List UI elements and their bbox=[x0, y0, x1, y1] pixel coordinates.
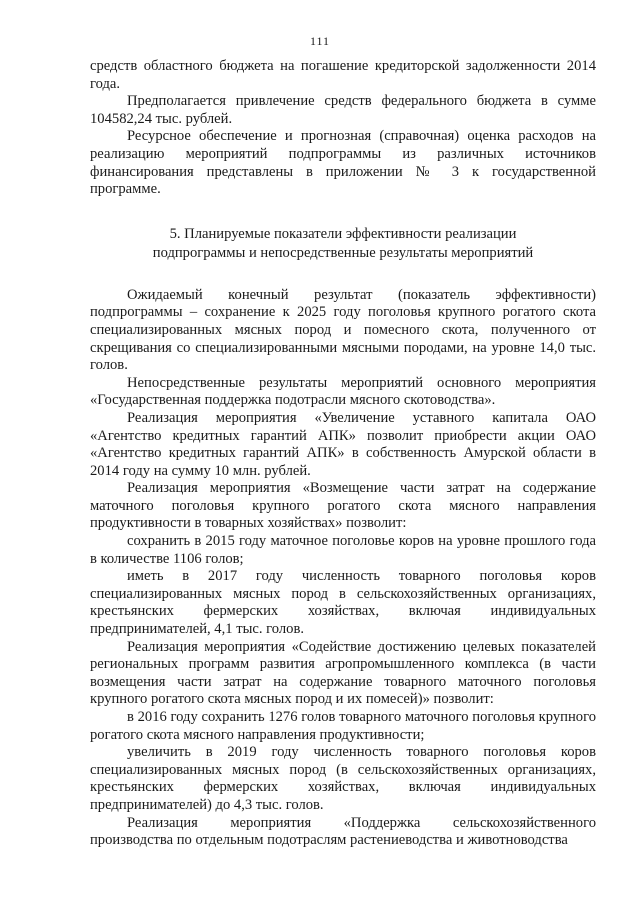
paragraph: в 2016 году сохранить 1276 голов товарного маточного поголовья крупного рогатого скота мясного направления продуктивности; bbox=[90, 709, 596, 743]
page-number: 111 bbox=[309, 34, 331, 48]
paragraph: иметь в 2017 году численность товарного поголовья коров специализированных мясных пород в сельскохозяйственных организациях, крестьянских фермерских хозяйствах, включая индивидуальных предпринимателей, 4,1 тыс. голов. bbox=[90, 568, 596, 638]
paragraph: Непосредственные результаты мероприятий основного мероприятия «Государственная поддержка подотрасли мясного скотоводства». bbox=[90, 374, 596, 409]
paragraph: увеличить в 2019 году численность товарного поголовья коров специализированных мясных пород (в сельскохозяйственных организациях, крестьянских фермерских хозяйствах, включая индивидуальных предпринимателей) до 4,3 тыс. голов. bbox=[90, 744, 596, 813]
paragraph: сохранить в 2015 году маточное поголовье коров на уровне прошлого года в количестве 1106 голов; bbox=[90, 533, 596, 567]
section-heading-line-1: 5. Планируемые показатели эффективности реализации bbox=[169, 225, 517, 242]
paragraph: Реализация мероприятия «Увеличение уставного капитала ОАО «Агентство кредитных гарантий АПК» позволит приобрести акции ОАО «Агентство кредитных гарантий АПК» в собственность Амурской области в 2014 году на сумму 10 млн. рублей. bbox=[90, 409, 596, 479]
document-body bbox=[90, 58, 596, 850]
paragraph: Реализация мероприятия «Поддержка сельскохозяйственного производства по отдельным подотраслям растениеводства и животноводства bbox=[90, 814, 596, 849]
paragraph: Ожидаемый конечный результат (показатель эффективности) подпрограммы – сохранение к 2025 году поголовья крупного рогатого скота специализированных мясных пород и помесного скота, полученного от скрещивания со специализированными мясными породами, на уровне 14,0 тыс. голов. bbox=[90, 286, 596, 374]
paragraphs-before-heading bbox=[90, 58, 596, 199]
paragraph: Реализация мероприятия «Содействие достижению целевых показателей региональных программ развития агропромышленного комплекса (в части возмещения части затрат на содержание товарного маточного поголовья крупного рогатого скота мясных пород и их помесей)» позволит: bbox=[90, 638, 596, 708]
paragraph: Реализация мероприятия «Возмещение части затрат на содержание маточного поголовья крупного рогатого скота мясного направления продуктивности в товарных хозяйствах» позволит: bbox=[90, 480, 596, 532]
paragraph: Ресурсное обеспечение и прогнозная (справочная) оценка расходов на реализацию мероприятий подпрограммы из различных источников финансирования представлены в приложении № 3 к государственной программе. bbox=[90, 128, 596, 198]
section-heading-line-2: подпрограммы и непосредственные результаты мероприятий bbox=[152, 244, 534, 261]
paragraph: Предполагается привлечение средств федерального бюджета в сумме 104582,24 тыс. рублей. bbox=[90, 93, 596, 127]
paragraphs-after-heading bbox=[90, 287, 596, 850]
section-heading bbox=[90, 225, 596, 263]
paragraph: средств областного бюджета на погашение кредиторской задолженности 2014 года. bbox=[90, 58, 596, 92]
